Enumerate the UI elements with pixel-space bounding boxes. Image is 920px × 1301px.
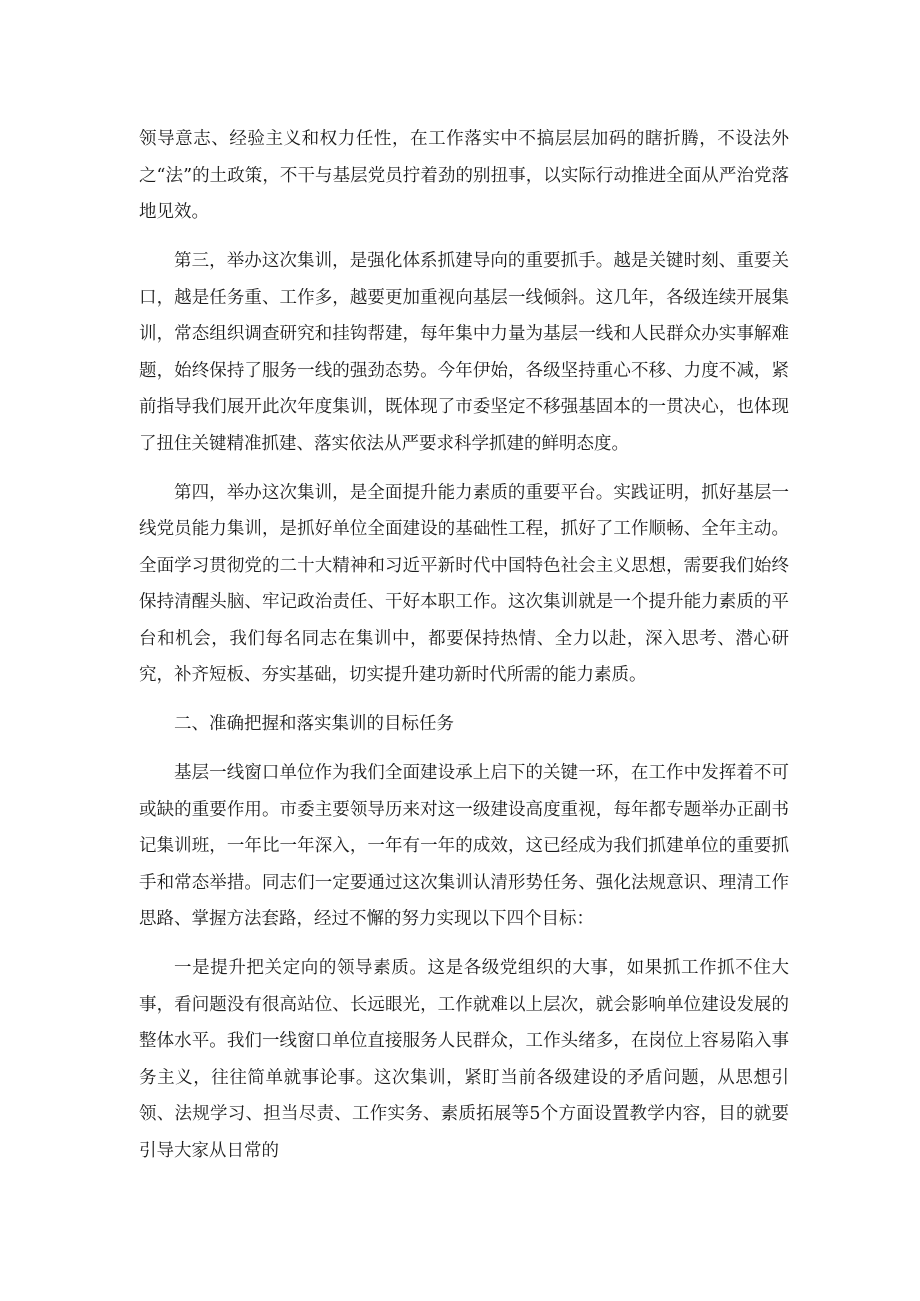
- document-body: [139, 121, 789, 1182]
- paragraph-section-intro: 基层一线窗口单位作为我们全面建设承上启下的关键一环，在工作中发挥着不可或缺的重要作用。市委主要领导历来对这一级建设高度重视，每年都专题举办正副书记集训班，一年比一年深入，一年有一年的成效，这已经成为我们抓建单位的重要抓手和常态举措。同志们一定要通过这次集训认清形势任务、强化法规意识、理清工作思路、掌握方法套路，经过不懈的努力实现以下四个目标：: [139, 763, 789, 929]
- paragraph-fourth-point: 第四，举办这次集训，是全面提升能力素质的重要平台。实践证明，抓好基层一线党员能力集训，是抓好单位全面建设的基础性工程，抓好了工作顺畅、全年主动。全面学习贯彻党的二十大精神和习近平新时代中国特色社会主义思想，需要我们始终保持清醒头脑、牢记政治责任、干好本职工作。这次集训就是一个提升能力素质的平台和机会，我们每名同志在集训中，都要保持热情、全力以赴，深入思考、潜心研究，补齐短板、夯实基础，切实提升建功新时代所需的能力素质。: [139, 482, 789, 685]
- paragraph-third-point: 第三，举办这次集训，是强化体系抓建导向的重要抓手。越是关键时刻、重要关口，越是任务重、工作多，越要更加重视向基层一线倾斜。这几年，各级连续开展集训，常态组织调查研究和挂钩帮建，每年集中力量为基层一线和人民群众办实事解难题，始终保持了服务一线的强劲态势。今年伊始，各级坚持重心不移、力度不减，紧前指导我们展开此次年度集训，既体现了市委坚定不移强基固本的一贯决心，也体现了扭住关键精准抓建、落实依法从严要求科学抓建的鲜明态度。: [139, 251, 789, 454]
- paragraph-continuation: 领导意志、经验主义和权力任性，在工作落实中不搞层层加码的瞎折腾，不设法外之“法”的土政策，不干与基层党员拧着劲的别扭事，以实际行动推进全面从严治党落地见效。: [139, 129, 789, 222]
- section-heading: 二、准确把握和落实集训的目标任务: [174, 714, 454, 734]
- paragraph-goal-one: 一是提升把关定向的领导素质。这是各级党组织的大事，如果抓工作抓不住大事，看问题没有很高站位、长远眼光，工作就难以上层次，就会影响单位建设发展的整体水平。我们一线窗口单位直接服务人民群众，工作头绪多，在岗位上容易陷入事务主义，往往简单就事论事。这次集训，紧盯当前各级建设的矛盾问题，从思想引领、法规学习、担当尽责、工作实务、素质拓展等5个方面设置教学内容，目的就要引导大家从日常的: [139, 958, 789, 1161]
